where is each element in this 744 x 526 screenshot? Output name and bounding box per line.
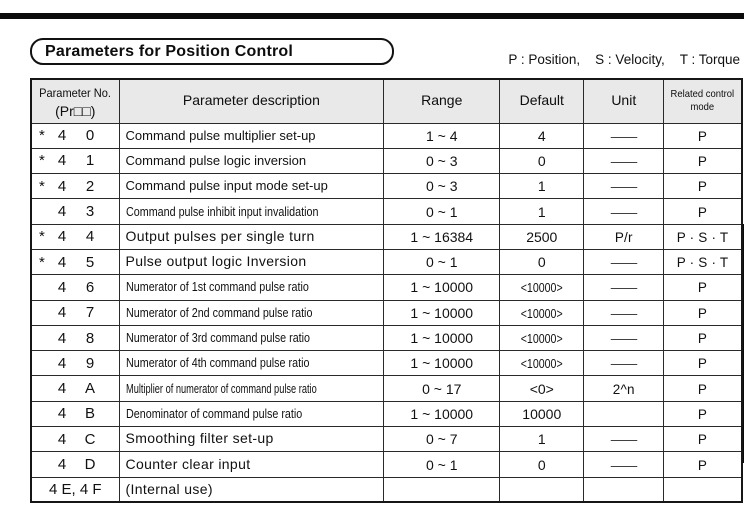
- description-cell: Smoothing filter set-up: [119, 427, 384, 452]
- unit-cell: ——: [584, 275, 664, 300]
- description-cell: Counter clear input: [119, 452, 384, 477]
- param-no-cell: * 4 5: [31, 249, 119, 274]
- default-cell: 2500: [500, 224, 584, 249]
- control-mode-legend: [508, 52, 740, 67]
- default-cell: 1: [500, 199, 584, 224]
- header-default: Default: [500, 79, 584, 123]
- range-cell: 1 ~ 10000: [384, 300, 500, 325]
- param-no-cell: 4 6: [31, 275, 119, 300]
- default-cell: <10000>: [500, 325, 584, 350]
- param-no-cell: * 4 4: [31, 224, 119, 249]
- param-no-cell: * 4 0: [31, 123, 119, 148]
- unit-cell: ——: [584, 427, 664, 452]
- param-no-cell: 4 D: [31, 452, 119, 477]
- mode-cell: P: [664, 452, 742, 477]
- header-related-control-mode: Related control mode: [664, 79, 742, 123]
- default-cell: 1: [500, 174, 584, 199]
- table-header-row: [31, 79, 742, 123]
- table-row: [31, 199, 742, 224]
- default-cell: 1: [500, 427, 584, 452]
- section-title-box: [30, 38, 394, 65]
- param-no-cell: 4 3: [31, 199, 119, 224]
- mode-cell: P: [664, 123, 742, 148]
- range-cell: 0 ~ 3: [384, 174, 500, 199]
- unit-cell: ——: [584, 199, 664, 224]
- range-cell: 1 ~ 10000: [384, 325, 500, 350]
- header-description: Parameter description: [119, 79, 384, 123]
- param-no-cell: * 4 2: [31, 174, 119, 199]
- unit-cell: ——: [584, 123, 664, 148]
- mode-cell: P: [664, 300, 742, 325]
- param-no-cell: 4 7: [31, 300, 119, 325]
- table-row: [31, 148, 742, 173]
- header-range: Range: [384, 79, 500, 123]
- range-cell: [384, 477, 500, 502]
- mode-cell: P: [664, 174, 742, 199]
- description-cell: Command pulse inhibit input invalidation: [119, 199, 384, 224]
- header-parameter-no: Parameter No. (Pr□□): [31, 79, 119, 123]
- default-cell: 0: [500, 148, 584, 173]
- unit-cell: 2^n: [584, 376, 664, 401]
- description-cell: Command pulse multiplier set-up: [119, 123, 384, 148]
- mode-cell: P: [664, 275, 742, 300]
- mode-cell: P: [664, 199, 742, 224]
- table-row: [31, 452, 742, 477]
- table-row: [31, 300, 742, 325]
- page-top-rule: [0, 13, 744, 19]
- default-cell: <10000>: [500, 275, 584, 300]
- range-cell: 0 ~ 1: [384, 249, 500, 274]
- description-cell: Command pulse logic inversion: [119, 148, 384, 173]
- range-cell: 0 ~ 17: [384, 376, 500, 401]
- mode-cell: [664, 477, 742, 502]
- description-cell: Multiplier of numerator of command pulse ratio: [119, 376, 384, 401]
- range-cell: 1 ~ 10000: [384, 401, 500, 426]
- unit-cell: ——: [584, 452, 664, 477]
- table-row: [31, 376, 742, 401]
- default-cell: 0: [500, 452, 584, 477]
- param-no-cell: 4 C: [31, 427, 119, 452]
- range-cell: 0 ~ 1: [384, 452, 500, 477]
- unit-cell: ——: [584, 174, 664, 199]
- description-cell: Denominator of command pulse ratio: [119, 401, 384, 426]
- table-row: [31, 325, 742, 350]
- unit-cell: ——: [584, 148, 664, 173]
- default-cell: [500, 477, 584, 502]
- legend-velocity: S : Velocity,: [595, 52, 665, 67]
- mode-cell: P · S · T: [664, 249, 742, 274]
- page-title: Parameters for Position Control: [45, 42, 294, 60]
- range-cell: 0 ~ 7: [384, 427, 500, 452]
- parameters-table: [30, 78, 743, 503]
- unit-cell: P/r: [584, 224, 664, 249]
- table-row: [31, 123, 742, 148]
- default-cell: <10000>: [500, 351, 584, 376]
- unit-cell: ——: [584, 300, 664, 325]
- range-cell: 0 ~ 3: [384, 148, 500, 173]
- range-cell: 1 ~ 10000: [384, 275, 500, 300]
- mode-cell: P: [664, 351, 742, 376]
- mode-cell: P: [664, 427, 742, 452]
- table-row: [31, 174, 742, 199]
- unit-cell: [584, 401, 664, 426]
- description-cell: Numerator of 1st command pulse ratio: [119, 275, 384, 300]
- default-cell: 0: [500, 249, 584, 274]
- range-cell: 1 ~ 4: [384, 123, 500, 148]
- table-row: [31, 249, 742, 274]
- param-no-cell: 4 A: [31, 376, 119, 401]
- param-no-cell: 4 E, 4 F: [31, 477, 119, 502]
- default-cell: <10000>: [500, 300, 584, 325]
- param-no-cell: 4 B: [31, 401, 119, 426]
- description-cell: (Internal use): [119, 477, 384, 502]
- header-unit: Unit: [584, 79, 664, 123]
- unit-cell: ——: [584, 351, 664, 376]
- legend-torque: T : Torque: [679, 52, 740, 67]
- mode-cell: P: [664, 325, 742, 350]
- table-row: [31, 427, 742, 452]
- param-no-cell: 4 9: [31, 351, 119, 376]
- unit-cell: ——: [584, 325, 664, 350]
- param-no-cell: * 4 1: [31, 148, 119, 173]
- table-row: [31, 224, 742, 249]
- mode-cell: P: [664, 376, 742, 401]
- mode-cell: P · S · T: [664, 224, 742, 249]
- default-cell: 4: [500, 123, 584, 148]
- description-cell: Output pulses per single turn: [119, 224, 384, 249]
- param-no-cell: 4 8: [31, 325, 119, 350]
- unit-cell: ——: [584, 249, 664, 274]
- default-cell: 10000: [500, 401, 584, 426]
- range-cell: 1 ~ 10000: [384, 351, 500, 376]
- description-cell: Numerator of 3rd command pulse ratio: [119, 325, 384, 350]
- default-cell: <0>: [500, 376, 584, 401]
- table-row: [31, 401, 742, 426]
- table-row: [31, 351, 742, 376]
- table-row: [31, 477, 742, 502]
- mode-cell: P: [664, 401, 742, 426]
- description-cell: Command pulse input mode set-up: [119, 174, 384, 199]
- range-cell: 0 ~ 1: [384, 199, 500, 224]
- legend-position: P : Position,: [508, 52, 581, 67]
- unit-cell: [584, 477, 664, 502]
- table-row: [31, 275, 742, 300]
- description-cell: Numerator of 2nd command pulse ratio: [119, 300, 384, 325]
- mode-cell: P: [664, 148, 742, 173]
- description-cell: Numerator of 4th command pulse ratio: [119, 351, 384, 376]
- range-cell: 1 ~ 16384: [384, 224, 500, 249]
- description-cell: Pulse output logic Inversion: [119, 249, 384, 274]
